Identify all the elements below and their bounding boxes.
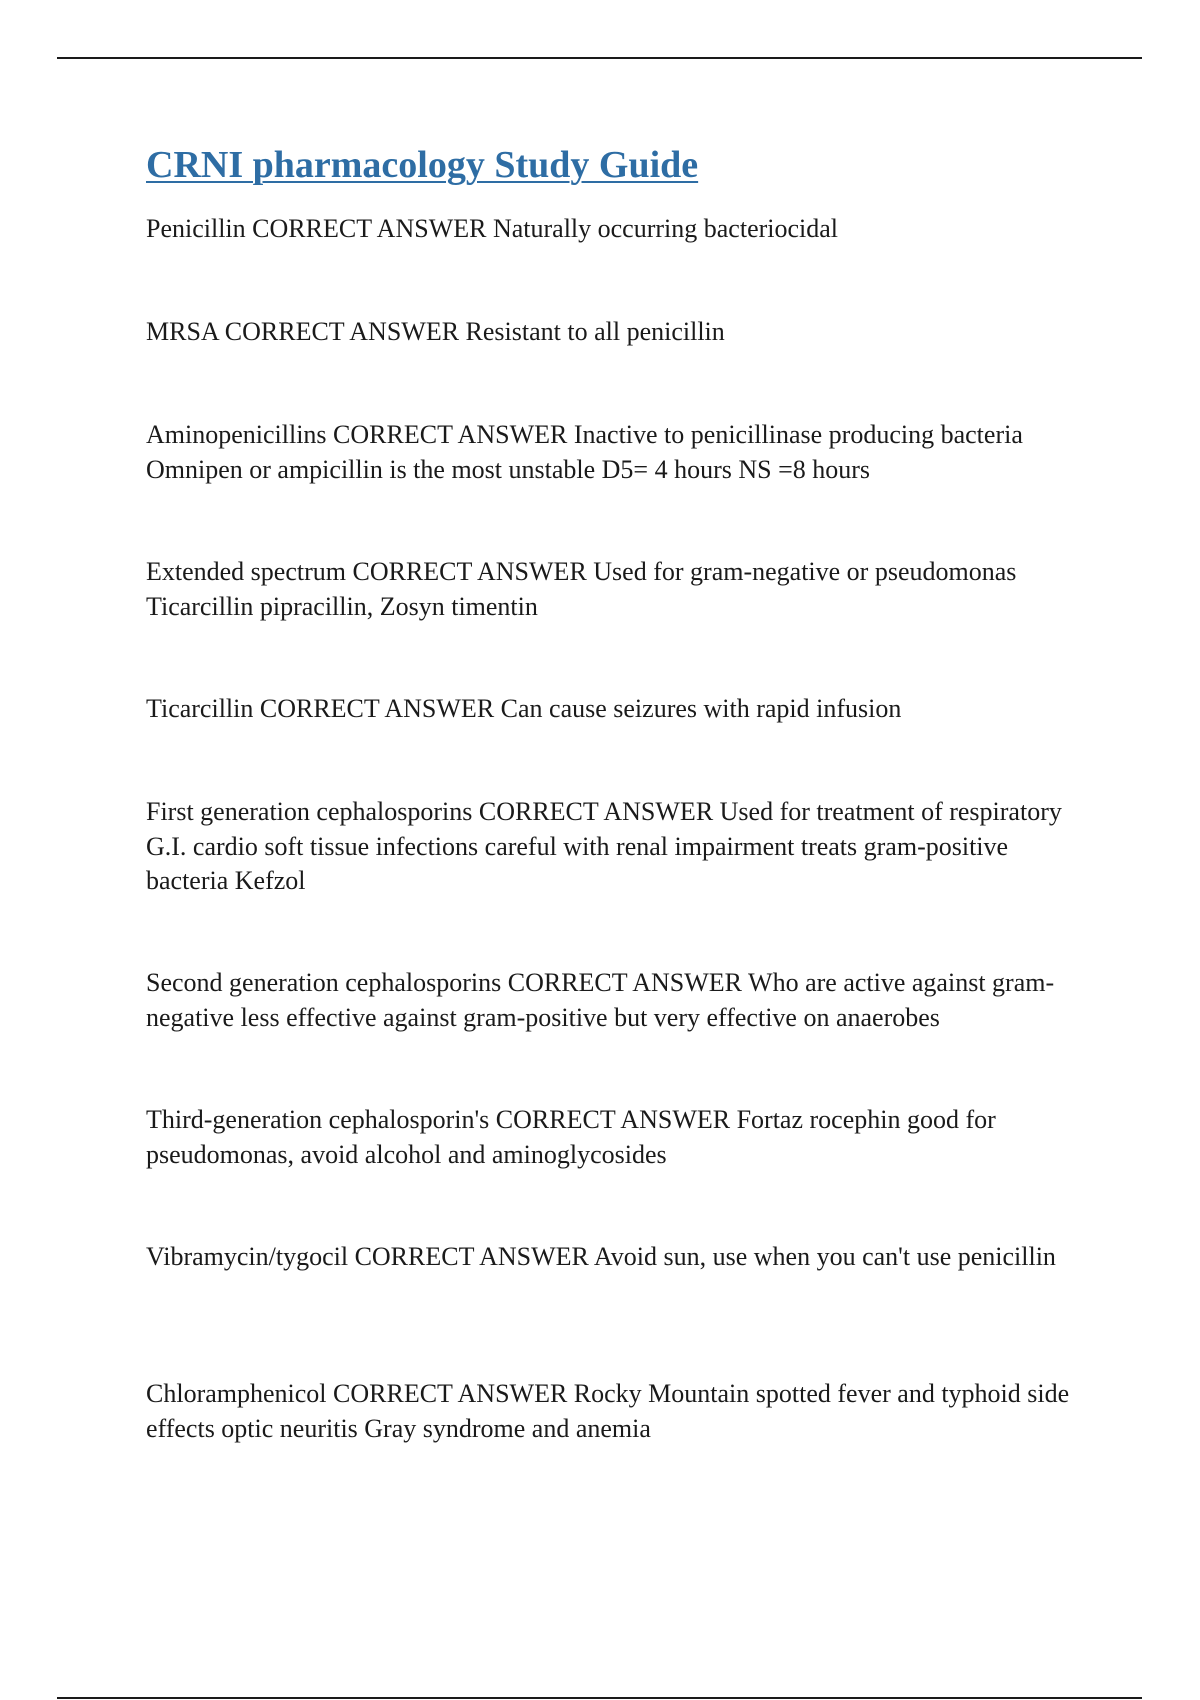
qa-term: Aminopenicillins <box>146 420 327 449</box>
qa-marker: CORRECT ANSWER <box>259 694 495 723</box>
qa-marker: CORRECT ANSWER <box>478 797 714 826</box>
qa-answer: Used for gram-negative or pseudomonas Ticarcillin pipracillin, Zosyn timentin <box>146 557 1017 621</box>
qa-answer: Inactive to penicillinase producing bacteria Omnipen or ampicillin is the most unstable D5= 4 hours NS =8 hours <box>146 420 1023 484</box>
qa-marker: CORRECT ANSWER <box>252 214 487 243</box>
qa-marker: CORRECT ANSWER <box>333 420 568 449</box>
qa-item-aminopenicillins <box>146 418 1096 487</box>
qa-item-chloramphenicol <box>146 1377 1096 1446</box>
qa-marker: CORRECT ANSWER <box>333 1379 568 1408</box>
qa-item-penicillin <box>146 212 1096 247</box>
qa-term: Penicillin <box>146 214 246 243</box>
qa-item-second-generation-cephalosporins <box>146 966 1096 1035</box>
qa-term: First generation cephalosporins <box>146 797 473 826</box>
qa-term: Second generation cephalosporins <box>146 968 502 997</box>
qa-item-extended-spectrum <box>146 555 1096 624</box>
qa-term: MRSA <box>146 317 219 346</box>
qa-item-vibramycin-tygocil <box>146 1240 1096 1275</box>
qa-item-third-generation-cephalosporins <box>146 1103 1096 1172</box>
bottom-rule <box>57 1697 1142 1699</box>
document-title: CRNI pharmacology Study Guide <box>146 144 699 186</box>
qa-term: Chloramphenicol <box>146 1379 327 1408</box>
qa-marker: CORRECT ANSWER <box>507 968 743 997</box>
qa-term: Extended spectrum <box>146 557 346 586</box>
qa-term: Third-generation cephalosporin's <box>146 1105 490 1134</box>
qa-answer: Rocky Mountain spotted fever and typhoid side effects optic neuritis Gray syndrome and anemia <box>146 1379 1070 1443</box>
qa-answer: Fortaz rocephin good for pseudomonas, avoid alcohol and aminoglycosides <box>146 1105 996 1169</box>
qa-answer: Who are active against gram-negative less effective against gram-positive but very effective on anaerobes <box>146 968 1055 1032</box>
qa-answer: Resistant to all penicillin <box>465 317 725 346</box>
qa-answer: Can cause seizures with rapid infusion <box>500 694 902 723</box>
qa-answer: Used for treatment of respiratory G.I. cardio soft tissue infections careful with renal impairment treats gram-positive bacteria Kefzol <box>146 797 1062 895</box>
qa-item-first-generation-cephalosporins <box>146 795 1096 899</box>
qa-marker: CORRECT ANSWER <box>495 1105 731 1134</box>
qa-answer: Avoid sun, use when you can't use penicillin <box>593 1242 1056 1271</box>
qa-item-mrsa <box>146 315 1096 350</box>
qa-term: Vibramycin/tygocil <box>146 1242 349 1271</box>
document-body <box>146 140 1096 1443</box>
qa-marker: CORRECT ANSWER <box>224 317 460 346</box>
qa-term: Ticarcillin <box>146 694 254 723</box>
qa-item-ticarcillin <box>146 692 1096 727</box>
qa-marker: CORRECT ANSWER <box>354 1242 589 1271</box>
top-rule <box>57 57 1142 59</box>
qa-answer: Naturally occurring bacteriocidal <box>492 214 839 243</box>
qa-marker: CORRECT ANSWER <box>352 557 587 586</box>
